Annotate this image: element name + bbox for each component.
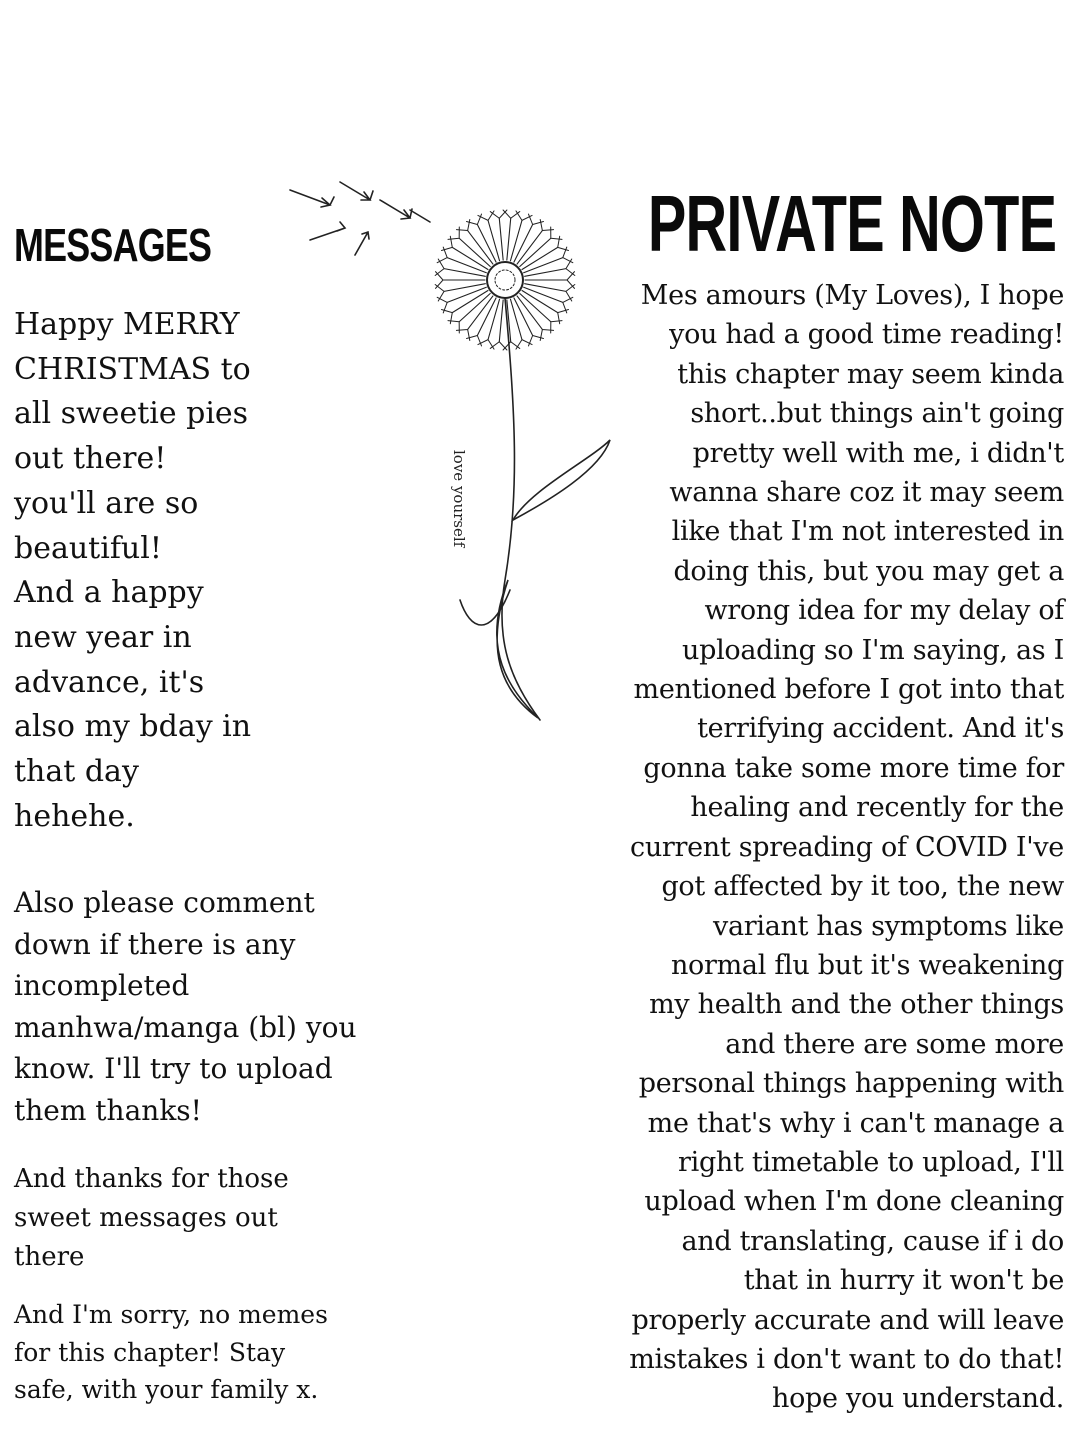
seed-ray [499,300,503,342]
seed-ray [459,293,490,321]
seed-tuft [448,321,459,333]
seed-tuft [442,236,453,250]
seed-tuft [551,227,562,239]
messages-title: MESSAGES [14,219,212,271]
seed-ray [499,218,503,260]
seed-head [435,210,575,350]
seed-ray [510,220,521,260]
seed-ray [520,293,551,321]
messages-paragraph-thanks: And thanks for those sweet messages out there [14,1164,289,1272]
messages-paragraph-request: Also please comment down if there is any incompleted manhwa/manga (bl) you know. I'll try to upload them thanks! [14,886,357,1127]
messages-paragraph-apology: And I'm sorry, no memes for this chapter! Stay safe, with your family x. [14,1300,328,1404]
dandelion-caption: love yourself [450,450,468,548]
seed-tuft [442,309,453,323]
seed-ray [459,238,490,266]
seed-tuft [558,236,569,250]
seed-tuft [448,227,459,239]
seed-tuft [558,309,569,323]
seed-tuft [540,219,553,230]
seed-ray [507,218,511,260]
flying-seeds [290,182,430,255]
seed-ray [488,299,499,339]
private-note-body: Mes amours (My Loves), I hope you had a good time reading! this chapter may seem kinda short..but things ain't going pretty well with me, i didn't wanna share coz it may seem like that I'm not interested in doing this, but you may get a wrong idea for my delay of uploading so I'm saying, as I mentioned before I got into that terrifying accident. And it's gonna take some more time for healing and recently for the current spreading of COVID I've got affected by it too, the new variant has symptoms like normal flu but it's weakening my health and the other things and there are some more personal things happening with me that's why i can't manage a right timetable to upload, I'll upload when I'm done cleaning and translating, cause if i do that in hurry it won't be properly accurate and will leave mistakes i don't want to do that! hope you understand. [629,280,1064,1415]
seed-ray [510,299,521,339]
seed-tuft [551,321,562,333]
seed-ray [488,220,499,260]
seed-tuft [456,329,469,340]
private-note-title: PRIVATE NOTE [647,179,1056,268]
messages-paragraph-greeting: Happy MERRY CHRISTMAS to all sweetie pies out there! you'll are so beautiful! And a happy new year in advance, it's also my bday in that day hehehe. [14,307,252,834]
seed-tuft [456,219,469,230]
seed-ray [520,238,551,266]
seed-tuft [540,329,553,340]
